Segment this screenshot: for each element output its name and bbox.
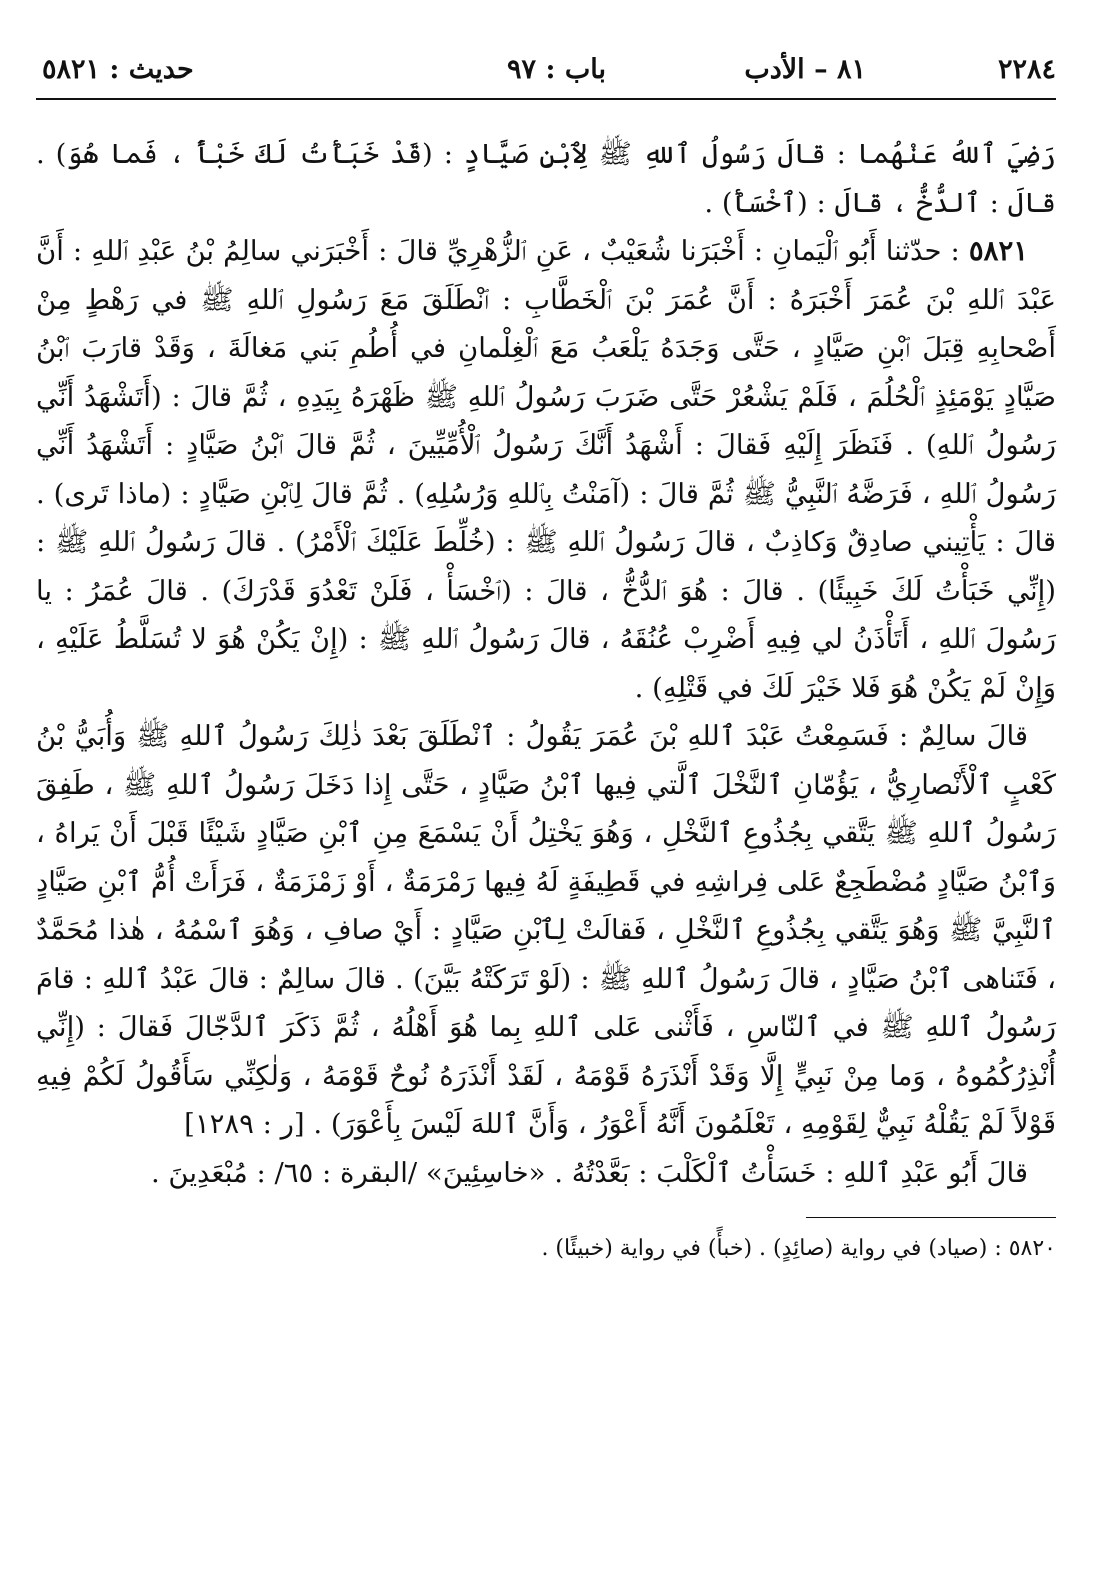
hadith-number: حديث : ٥٨٢١: [42, 54, 194, 85]
footnote-divider: [806, 1217, 1056, 1218]
book-title: ٨١ – الأدب: [744, 54, 866, 85]
footnote: ٥٨٢٠ : (صياد) في رواية (صائِدٍ) . (خبأً) في رواية (خبيئًا) .: [541, 1236, 1056, 1261]
chapter-number: باب : ٩٧: [507, 54, 606, 85]
paragraph-2: [36, 227, 1056, 712]
paragraph-4: قالَ أَبُو عَبْدِ ٱللهِ : خَسَأْتُ ٱلْكَلْبَ : بَعَّدْتُهُ . «خاسِئِينَ» /البقرة : ٦٥/ : مُبْعَدِينَ .: [150, 1156, 1028, 1189]
page-number: ٢٢٨٤: [997, 54, 1056, 85]
paragraph-2-text: : حدّثنا أَبُو ٱلْيَمانِ : أَخْبَرَنا شُعَيْبٌ ، عَنِ ٱلزُّهْرِيِّ قالَ : أَخْبَرَني سالِمُ بْنُ عَبْدِ ٱللهِ : أَنَّ عَبْدَ ٱللهِ بْنَ عُمَرَ أَخْبَرَهُ : أَنَّ عُمَرَ بْنَ ٱلْخَطَّابِ : ٱنْطَلَقَ مَعَ رَسُولِ ٱللهِ ﷺ في رَهْطٍ مِنْ أَصْحابِهِ قِبَلَ ٱبْنِ صَيَّادٍ ، حَتَّى وَجَدَهُ يَلْعَبُ مَعَ ٱلْغِلْمانِ في أُطُمِ بَني مَغالَةَ ، وَقَدْ قارَبَ ٱبْنُ صَيَّادٍ يَوْمَئِذٍ ٱلْحُلُمَ ، فَلَمْ يَشْعُرْ حَتَّى ضَرَبَ رَسُولُ ٱللهِ ﷺ ظَهْرَهُ بِيَدِهِ ، ثُمَّ قالَ : (أَتَشْهَدُ أَنِّي رَسُولُ ٱللهِ) . فَنَظَرَ إِلَيْهِ فَقالَ : أَشْهَدُ أَنَّكَ رَسُولُ ٱلْأُمِّيِّينَ ، ثُمَّ قالَ ٱبْنُ صَيَّادٍ : أَتَشْهَدُ أَنِّي رَسُولُ ٱللهِ ، فَرَضَّهُ ٱلنَّبِيُّ ﷺ ثُمَّ قالَ : (آمَنْتُ بِٱللهِ وَرُسُلِهِ) . ثُمَّ قالَ لِٱبْنِ صَيَّادٍ : (ماذا تَرى) . قالَ : يَأْتِيني صادِقٌ وَكاذِبٌ ، قالَ رَسُولُ ٱللهِ ﷺ : (خُلِّطَ عَلَيْكَ ٱلْأَمْرُ) . قالَ رَسُولُ ٱللهِ ﷺ : (إِنِّي خَبَأْتُ لَكَ خَبِيئًا) . قالَ : هُوَ ٱلدُّخُّ ، قالَ : (ٱخْسَأْ ، فَلَنْ تَعْدُوَ قَدْرَكَ) . قالَ عُمَرُ : يا رَسُولَ ٱللهِ ، أَتَأْذَنُ لي فِيهِ أَضْرِبْ عُنُقَهُ ، قالَ رَسُولُ ٱللهِ ﷺ : (إِنْ يَكُنْ هُوَ لا تُسَلَّطُ عَلَيْهِ ، وَإِنْ لَمْ يَكُنْ هُوَ فَلا خَيْرَ لَكَ في قَتْلِهِ) .: [36, 235, 1056, 704]
paragraph-3: قالَ سالِمٌ : فَسَمِعْتُ عَبْدَ ٱللهِ بْنَ عُمَرَ يَقُولُ : ٱنْطَلَقَ بَعْدَ ذٰلِكَ رَسُولُ ٱللهِ ﷺ وَأُبَيُّ بْنُ كَعْبٍ ٱلْأَنْصارِيُّ ، يَؤُمّانِ ٱلنَّخْلَ ٱلَّتي فِيها ٱبْنُ صَيَّادٍ ، حَتَّى إِذا دَخَلَ رَسُولُ ٱللهِ ﷺ ، طَفِقَ رَسُولُ ٱللهِ ﷺ يَتَّقي بِجُذُوعِ ٱلنَّخْلِ ، وَهُوَ يَخْتِلُ أَنْ يَسْمَعَ مِنِ ٱبْنِ صَيَّادٍ شَيْئًا قَبْلَ أَنْ يَراهُ ، وَٱبْنُ صَيَّادٍ مُضْطَجِعٌ عَلى فِراشِهِ في قَطِيفَةٍ لَهُ فِيها رَمْرَمَةٌ ، أَوْ زَمْزَمَةٌ ، فَرَأَتْ أُمُّ ٱبْنِ صَيَّادٍ ٱلنَّبِيَّ ﷺ وَهُوَ يَتَّقي بِجُذُوعِ ٱلنَّخْلِ ، فَقالَتْ لِٱبْنِ صَيَّادٍ : أَيْ صافِ ، وَهُوَ ٱسْمُهُ ، هٰذا مُحَمَّدٌ ، فَتَناهى ٱبْنُ صَيَّادٍ ، قالَ رَسُولُ ٱللهِ ﷺ : (لَوْ تَرَكَتْهُ بَيَّنَ) . قالَ سالِمٌ : قالَ عَبْدُ ٱللهِ : قامَ رَسُولُ ٱللهِ ﷺ في ٱلنّاسِ ، فَأَثْنى عَلى ٱللهِ بِما هُوَ أَهْلُهُ ، ثُمَّ ذَكَرَ ٱلدَّجّالَ فَقالَ : (إِنِّي أُنْذِرُكُمُوهُ ، وَما مِنْ نَبِيٍّ إِلَّا وَقَدْ أَنْذَرَهُ قَوْمَهُ ، لَقَدْ أَنْذَرَهُ نُوحٌ قَوْمَهُ ، وَلٰكِنِّي سَأَقُولُ لَكُمْ فِيهِ قَوْلاً لَمْ يَقُلْهُ نَبِيٌّ لِقَوْمِهِ ، تَعْلَمُونَ أَنَّهُ أَعْوَرُ ، وَأَنَّ ٱللهَ لَيْسَ بِأَعْوَرَ) . [ر : ١٢٨٩]: [36, 720, 1056, 1140]
main-text: [36, 130, 1056, 1197]
document-page: [36, 40, 1056, 1560]
hadith-number-inline: ٥٨٢١: [968, 235, 1028, 267]
paragraph-1: رَضِيَ ٱللهُ عَنْهُما : قالَ رَسُولُ ٱللهِ ﷺ لِٱبْنِ صَيَّادٍ : (قَدْ خَبَأْتُ لَكَ خَبْأً ، فَما هُوَ) . قالَ : ٱلدُّخُّ ، قالَ : (ٱخْسَأْ) .: [36, 138, 1056, 219]
running-header: [36, 40, 1056, 100]
